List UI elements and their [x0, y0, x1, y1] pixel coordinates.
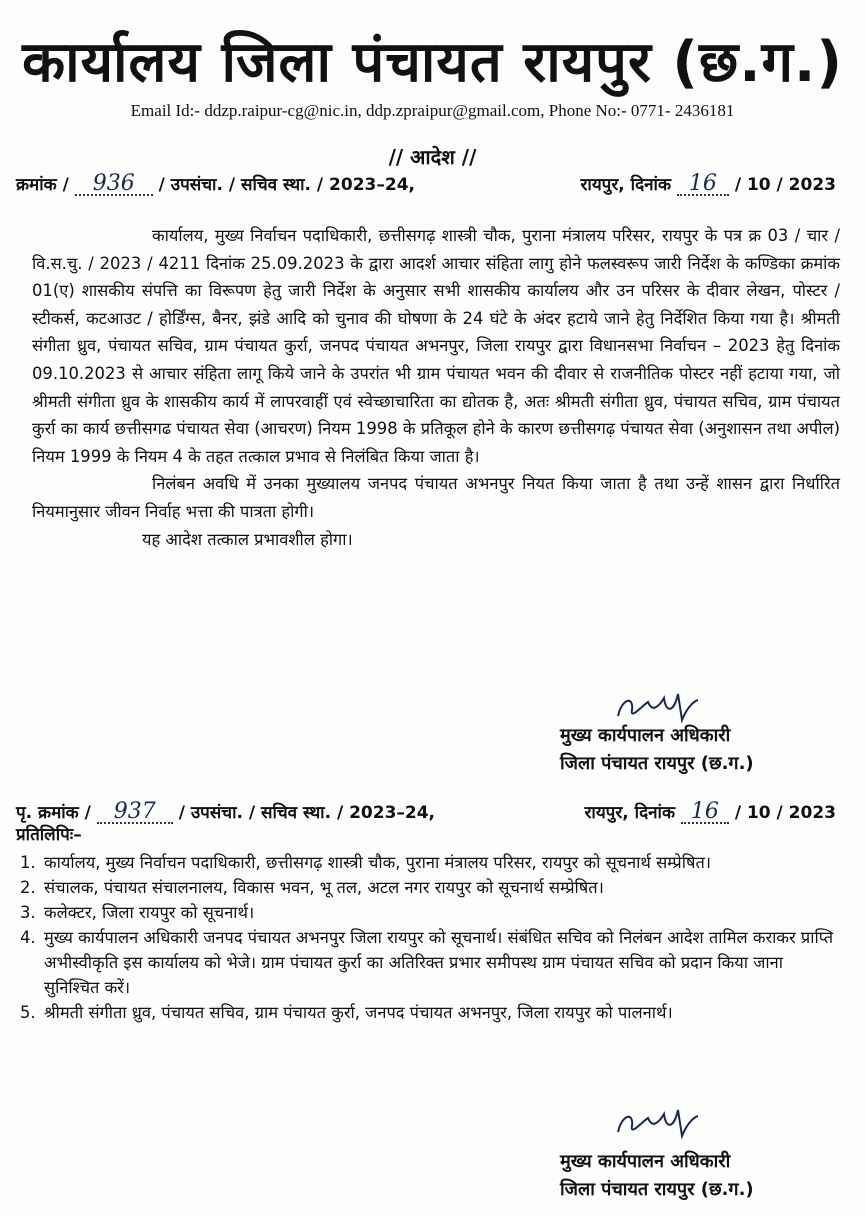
order-body — [32, 222, 840, 553]
list-item — [20, 875, 838, 900]
signature-mark — [612, 1104, 702, 1140]
endorsement-date-day: 16 — [681, 802, 729, 824]
order-date-suffix: / 10 / 2023 — [734, 175, 836, 195]
list-item — [20, 850, 838, 875]
order-ref-number: 936 — [75, 174, 153, 196]
order-reference — [16, 172, 415, 196]
copy-number: 5. — [20, 1003, 36, 1022]
endorsement-date — [584, 800, 836, 824]
order-signatory-title: मुख्य कार्यपालन अधिकारी — [560, 725, 731, 746]
endorsement-signature-block — [560, 1148, 850, 1204]
order-date-day: 16 — [677, 174, 729, 196]
endorsement-ref-number: 937 — [97, 802, 173, 824]
order-ref-prefix: क्रमांक / — [16, 175, 69, 195]
letterhead-title: कार्यालय जिला पंचायत रायपुर (छ.ग.) — [22, 30, 843, 95]
list-item — [20, 925, 838, 1000]
order-date — [580, 172, 836, 196]
endorsement-ref-suffix: / उपसंचा. / सचिव स्था. / 2023–24, — [178, 803, 436, 823]
letterhead-contact: Email Id:- ddzp.raipur-cg@nic.in, ddp.zpraipur@gmail.com, Phone No:- 0771- 2436181 — [130, 101, 735, 120]
endorsement-date-suffix: / 10 / 2023 — [734, 803, 836, 823]
copy-text: कलेक्टर, जिला रायपुर को सूचनार्थ। — [44, 903, 255, 922]
copy-number: 4. — [20, 928, 36, 947]
order-signatory-office: जिला पंचायत रायपुर (छ.ग.) — [560, 753, 754, 774]
order-signature-block — [560, 722, 850, 778]
copy-number: 1. — [20, 853, 36, 872]
endorsement-date-prefix: रायपुर, दिनांक — [584, 803, 675, 823]
copy-number: 3. — [20, 903, 36, 922]
copy-text: संचालक, पंचायत संचालनालय, विकास भवन, भू तल, अटल नगर रायपुर को सूचनार्थ सम्प्रेषित। — [44, 878, 604, 897]
order-heading: // आदेश // — [388, 145, 477, 169]
endorsement-signatory-office: जिला पंचायत रायपुर (छ.ग.) — [560, 1179, 754, 1200]
copy-number: 2. — [20, 878, 36, 897]
copy-text: श्रीमती संगीता ध्रुव, पंचायत सचिव, ग्राम पंचायत कुर्रा, जनपद पंचायत अभनपुर, जिला रायपुर को पालनार्थ। — [44, 1003, 673, 1022]
order-date-prefix: रायपुर, दिनांक — [580, 175, 671, 195]
endorsement-signatory-title: मुख्य कार्यपालन अधिकारी — [560, 1151, 731, 1172]
order-ref-suffix: / उपसंचा. / सचिव स्था. / 2023–24, — [158, 175, 415, 195]
list-item — [20, 1000, 838, 1025]
order-paragraph-1: कार्यालय, मुख्य निर्वाचन पदाधिकारी, छत्तीसगढ़ शास्त्री चौक, पुराना मंत्रालय परिसर, रायपुर के पत्र क्र 03 / चार / वि.स.चु. / 2023 / 4211 दिनांक 25.09.2023 के द्वारा आदर्श आचार संहिता लागु होने फलस्वरूप जारी निर्देश के कण्डिका क्रमांक 01(ए) शासकीय संपत्ति का विरूपण हेतु जारी निर्देश के अनुसार सभी शासकीय कार्यालय और उन परिसर के दीवार लेखन, पोस्टर / स्टीकर्स, कटआउट / होर्डिंग्स, बैनर, झंडे आदि को चुनाव की घोषणा के 24 घंटे के अंदर हटाये जाने हेतु निर्देशित किया गया है। श्रीमती संगीता ध्रुव, पंचायत सचिव, ग्राम पंचायत कुर्रा, जनपद पंचायत अभनपुर, जिला रायपुर द्वारा विधानसभा निर्वाचन – 2023 हेतु दिनांक 09.10.2023 से आचार संहिता लागू किये जाने के उपरांत भी ग्राम पंचायत भवन की दीवार से राजनीतिक पोस्टर नहीं हटाया गया, जो श्रीमती संगीता ध्रुव के शासकीय कार्य में लापरवाहीं एवं स्वेच्छाचारिता का द्योतक है, अतः श्रीमती संगीता ध्रुव, पंचायत सचिव, ग्राम पंचायत कुर्रा का कार्य छत्तीसगढ पंचायत सेवा (आचरण) नियम 1998 के प्रतिकूल होने के कारण छत्तीसगढ़ पंचायत सेवा (अनुशासन तथा अपील) नियम 1999 के नियम 4 के तहत तत्काल प्रभाव से निलंबित किया जाता है। — [32, 226, 840, 466]
endorsement-ref-prefix: पृ. क्रमांक / — [16, 803, 91, 823]
order-paragraph-3: यह आदेश तत्काल प्रभावशील होगा। — [142, 529, 353, 549]
copy-text: मुख्य कार्यपालन अधिकारी जनपद पंचायत अभनपुर जिला रायपुर को सूचनार्थ। संबंधित सचिव को निलंबन आदेश तामिल कराकर प्राप्ति अभीस्वीकृति इस कार्यालय को भेजे। ग्राम पंचायत कुर्रा का अतिरिक्त प्रभार समीपस्थ ग्राम पंचायत सचिव को प्रदान किया जाना सुनिश्चित करें। — [44, 928, 834, 997]
copies-list — [20, 850, 838, 1025]
signature-mark — [612, 688, 702, 724]
copies-label: प्रतिलिपिः– — [16, 825, 82, 845]
order-paragraph-2: निलंबन अवधि में उनका मुख्यालय जनपद पंचायत अभनपुर नियत किया जाता है तथा उन्हें शासन द्वारा निर्धारित नियमानुसार जीवन निर्वाह भत्ता की पात्रता होगी। — [32, 474, 840, 521]
endorsement-reference-line — [16, 800, 836, 824]
list-item — [20, 900, 838, 925]
endorsement-reference — [16, 800, 435, 824]
copy-text: कार्यालय, मुख्य निर्वाचन पदाधिकारी, छत्तीसगढ़ शास्त्री चौक, पुराना मंत्रालय परिसर, रायपुर को सूचनार्थ सम्प्रेषित। — [44, 853, 712, 872]
order-reference-line — [16, 172, 836, 196]
